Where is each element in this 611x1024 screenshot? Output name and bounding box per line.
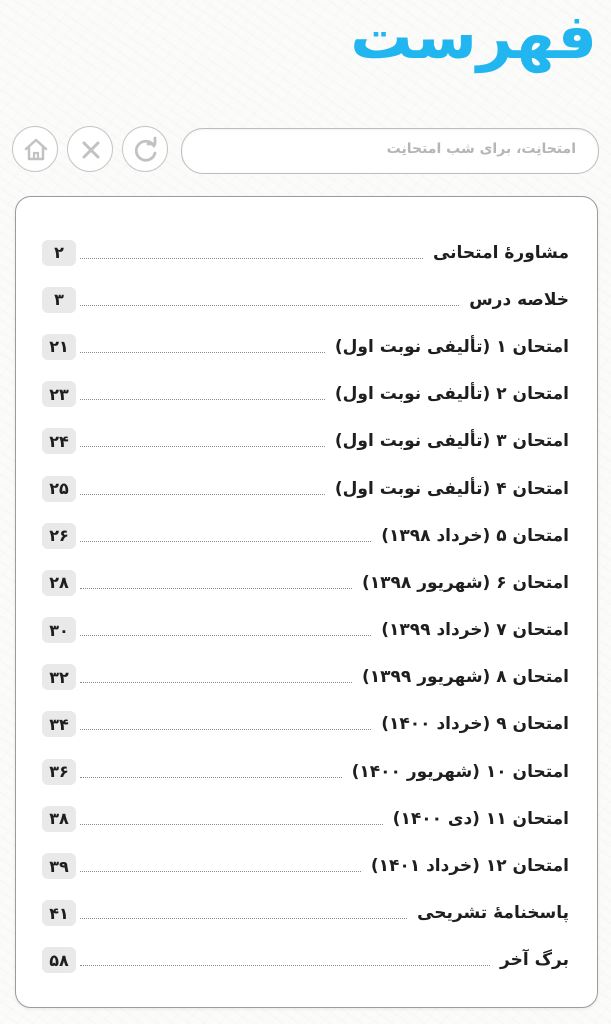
toc-item[interactable] xyxy=(42,465,569,512)
toc-item-page-number: ۳۲ xyxy=(42,664,76,690)
toc-item-label: امتحان ۹ (خرداد ۱۴۰۰) xyxy=(375,714,569,734)
toc-card xyxy=(15,196,598,1008)
dot-leader xyxy=(80,351,325,353)
toc-item-page-number: ۲۳ xyxy=(42,381,76,407)
close-button[interactable] xyxy=(67,126,113,172)
toc-item-page-number: ۳۹ xyxy=(42,853,76,879)
toc-item-page-number: ۲ xyxy=(42,240,76,266)
toc-item-page-number: ۳۴ xyxy=(42,711,76,737)
close-icon xyxy=(68,127,114,173)
toc-item-label: امتحان ۵ (خرداد ۱۳۹۸) xyxy=(375,526,569,546)
toc-item[interactable] xyxy=(42,512,569,559)
toc-item-page-number: ۳ xyxy=(42,287,76,313)
dot-leader xyxy=(80,823,383,825)
toc-item[interactable] xyxy=(42,842,569,889)
dot-leader xyxy=(80,445,325,447)
toc-item[interactable] xyxy=(42,323,569,370)
toc-item-label: خلاصه درس xyxy=(463,290,569,310)
toc-item[interactable] xyxy=(42,890,569,937)
dot-leader xyxy=(80,870,361,872)
toc-item-label: امتحان ۷ (خرداد ۱۳۹۹) xyxy=(375,620,569,640)
toc-item-label: مشاورهٔ امتحانی xyxy=(427,243,569,263)
toc-item-label: برگ آخر xyxy=(494,950,569,970)
address-bar[interactable] xyxy=(181,128,599,174)
toc-item-page-number: ۲۸ xyxy=(42,570,76,596)
dot-leader xyxy=(80,587,352,589)
toc-item-label: امتحان ۱۲ (خرداد ۱۴۰۱) xyxy=(365,856,569,876)
dot-leader xyxy=(80,964,490,966)
dot-leader xyxy=(80,776,342,778)
dot-leader xyxy=(80,493,325,495)
toc-item-page-number: ۴۱ xyxy=(42,900,76,926)
dot-leader xyxy=(80,257,423,259)
toc-item[interactable] xyxy=(42,418,569,465)
toc-item-page-number: ۲۵ xyxy=(42,476,76,502)
toc-item-label: امتحان ۳ (تألیفی نوبت اول) xyxy=(329,431,569,451)
dot-leader xyxy=(80,728,371,730)
toc-item-label: امتحان ۲ (تألیفی نوبت اول) xyxy=(329,384,569,404)
dot-leader xyxy=(80,634,371,636)
nav-bar xyxy=(12,126,599,176)
dot-leader xyxy=(80,398,325,400)
dot-leader xyxy=(80,681,352,683)
toc-list xyxy=(42,229,569,984)
toc-item-label: امتحان ۱۱ (دی ۱۴۰۰) xyxy=(387,809,569,829)
toc-item[interactable] xyxy=(42,701,569,748)
home-icon xyxy=(13,127,59,173)
toc-item[interactable] xyxy=(42,229,569,276)
toc-item-label: امتحان ۱ (تألیفی نوبت اول) xyxy=(329,337,569,357)
toc-item[interactable] xyxy=(42,654,569,701)
toc-item-page-number: ۲۱ xyxy=(42,334,76,360)
toc-item[interactable] xyxy=(42,559,569,606)
toc-item[interactable] xyxy=(42,748,569,795)
toc-item[interactable] xyxy=(42,607,569,654)
toc-item[interactable] xyxy=(42,371,569,418)
toc-item-label: پاسخنامهٔ تشریحی xyxy=(411,903,569,923)
refresh-icon xyxy=(123,127,169,173)
toc-item[interactable] xyxy=(42,276,569,323)
dot-leader xyxy=(80,304,459,306)
dot-leader xyxy=(80,540,371,542)
toc-item[interactable] xyxy=(42,937,569,984)
toc-item-label: امتحان ۸ (شهریور ۱۳۹۹) xyxy=(356,667,569,687)
toc-item-page-number: ۳۶ xyxy=(42,759,76,785)
toc-item-page-number: ۵۸ xyxy=(42,947,76,973)
toc-item-label: امتحان ۴ (تألیفی نوبت اول) xyxy=(329,479,569,499)
home-button[interactable] xyxy=(12,126,58,172)
toc-item-label: امتحان ۶ (شهریور ۱۳۹۸) xyxy=(356,573,569,593)
toc-item-label: امتحان ۱۰ (شهریور ۱۴۰۰) xyxy=(346,762,569,782)
page-title: فهرست xyxy=(350,0,597,73)
toc-item-page-number: ۳۸ xyxy=(42,806,76,832)
toc-item-page-number: ۲۶ xyxy=(42,523,76,549)
address-text: امتحانِت، برای شب امتحانِت xyxy=(386,141,576,157)
dot-leader xyxy=(80,917,407,919)
toc-item[interactable] xyxy=(42,795,569,842)
toc-item-page-number: ۲۴ xyxy=(42,428,76,454)
toc-item-page-number: ۳۰ xyxy=(42,617,76,643)
refresh-button[interactable] xyxy=(122,126,168,172)
